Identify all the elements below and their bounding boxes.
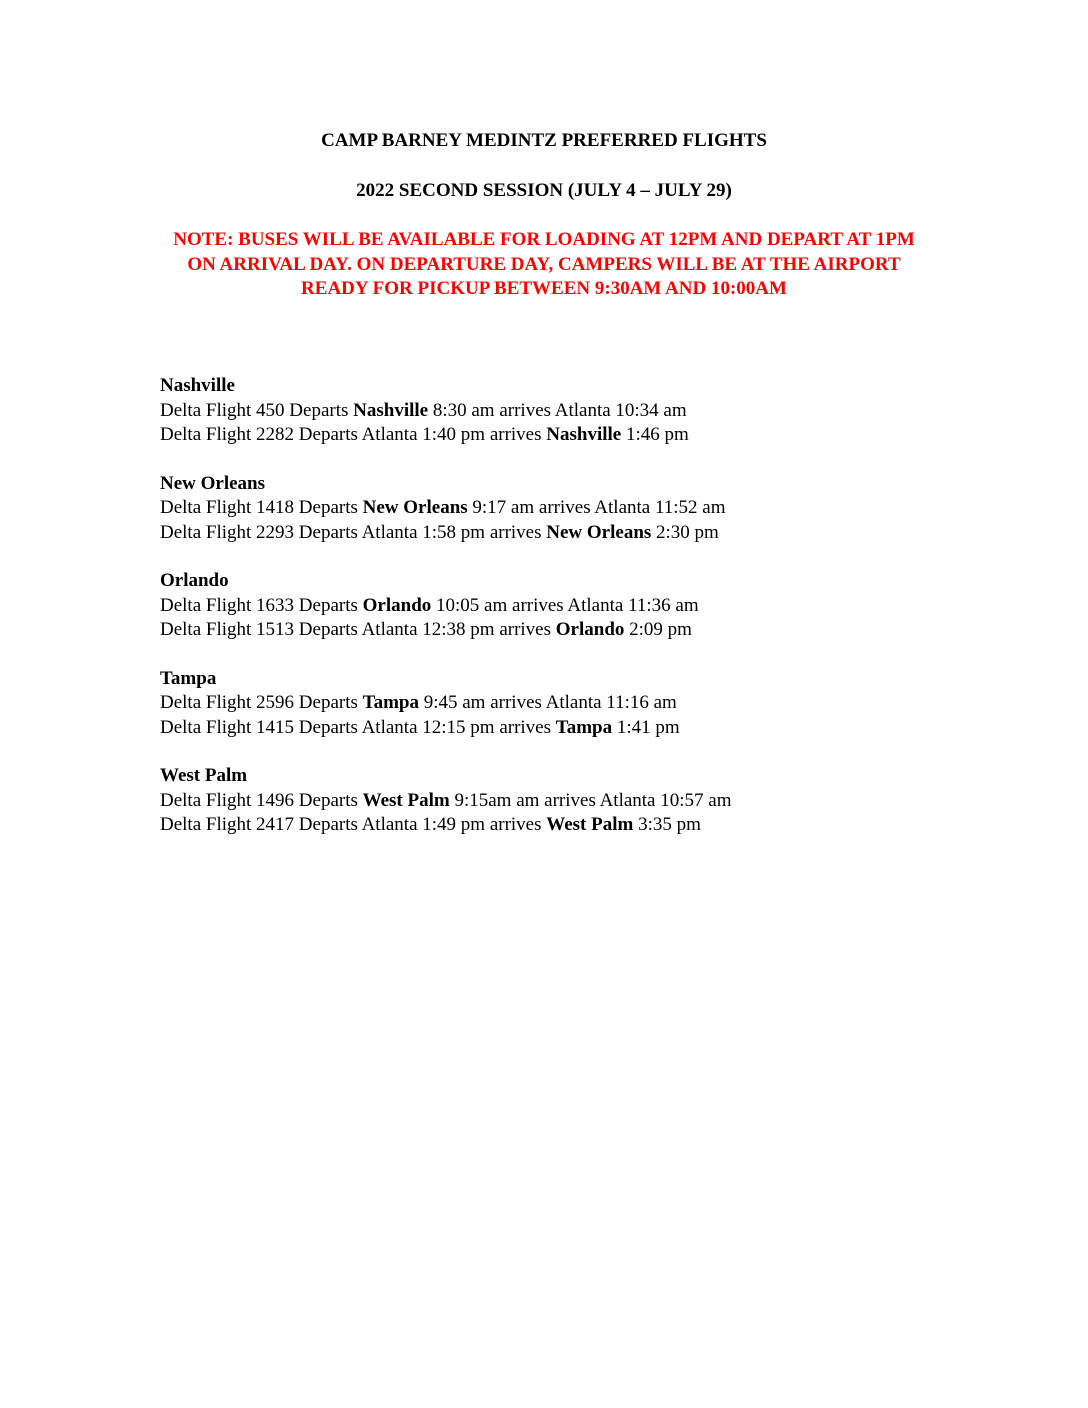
route-new-orleans: [160, 472, 960, 546]
return-flight: Delta Flight 2417 Departs Atlanta 1:49 pm arrives West Palm 3:35 pm: [160, 814, 701, 835]
route-orlando: [160, 569, 960, 643]
city-heading: West Palm: [160, 765, 248, 786]
route-west-palm: [160, 764, 960, 838]
return-flight: Delta Flight 2293 Departs Atlanta 1:58 pm arrives New Orleans 2:30 pm: [160, 521, 719, 543]
session-title: 2022 SECOND SESSION (JULY 4 – JULY 29): [356, 180, 732, 201]
outbound-flight: Delta Flight 450 Departs Nashville 8:30 am arrives Atlanta 10:34 am: [160, 399, 687, 421]
bus-note: NOTE: BUSES WILL BE AVAILABLE FOR LOADING AT 12PM AND DEPART AT 1PM ON ARRIVAL DAY. ON DEPARTURE DAY, CAMPERS WILL BE AT THE AIRPORT READY FOR PICKUP BETWEEN 9:30AM AND 10:00AM: [173, 229, 915, 299]
city-heading: Tampa: [160, 667, 217, 689]
flight-routes: [160, 374, 960, 862]
outbound-flight: Delta Flight 1496 Departs West Palm 9:15am am arrives Atlanta 10:57 am: [160, 789, 732, 811]
city-heading: Nashville: [160, 375, 235, 396]
return-flight: Delta Flight 1415 Departs Atlanta 12:15 pm arrives Tampa 1:41 pm: [160, 716, 680, 738]
route-tampa: [160, 667, 960, 741]
outbound-flight: Delta Flight 1633 Departs Orlando 10:05 am arrives Atlanta 11:36 am: [160, 594, 699, 616]
city-heading: New Orleans: [160, 472, 266, 494]
route-nashville: [160, 374, 960, 448]
page-title: CAMP BARNEY MEDINTZ PREFERRED FLIGHTS: [321, 130, 767, 151]
outbound-flight: Delta Flight 2596 Departs Tampa 9:45 am arrives Atlanta 11:16 am: [160, 692, 677, 713]
return-flight: Delta Flight 2282 Departs Atlanta 1:40 pm arrives Nashville 1:46 pm: [160, 424, 689, 445]
outbound-flight: Delta Flight 1418 Departs New Orleans 9:17 am arrives Atlanta 11:52 am: [160, 497, 726, 518]
return-flight: Delta Flight 1513 Departs Atlanta 12:38 pm arrives Orlando 2:09 pm: [160, 619, 692, 640]
city-heading: Orlando: [160, 570, 229, 591]
